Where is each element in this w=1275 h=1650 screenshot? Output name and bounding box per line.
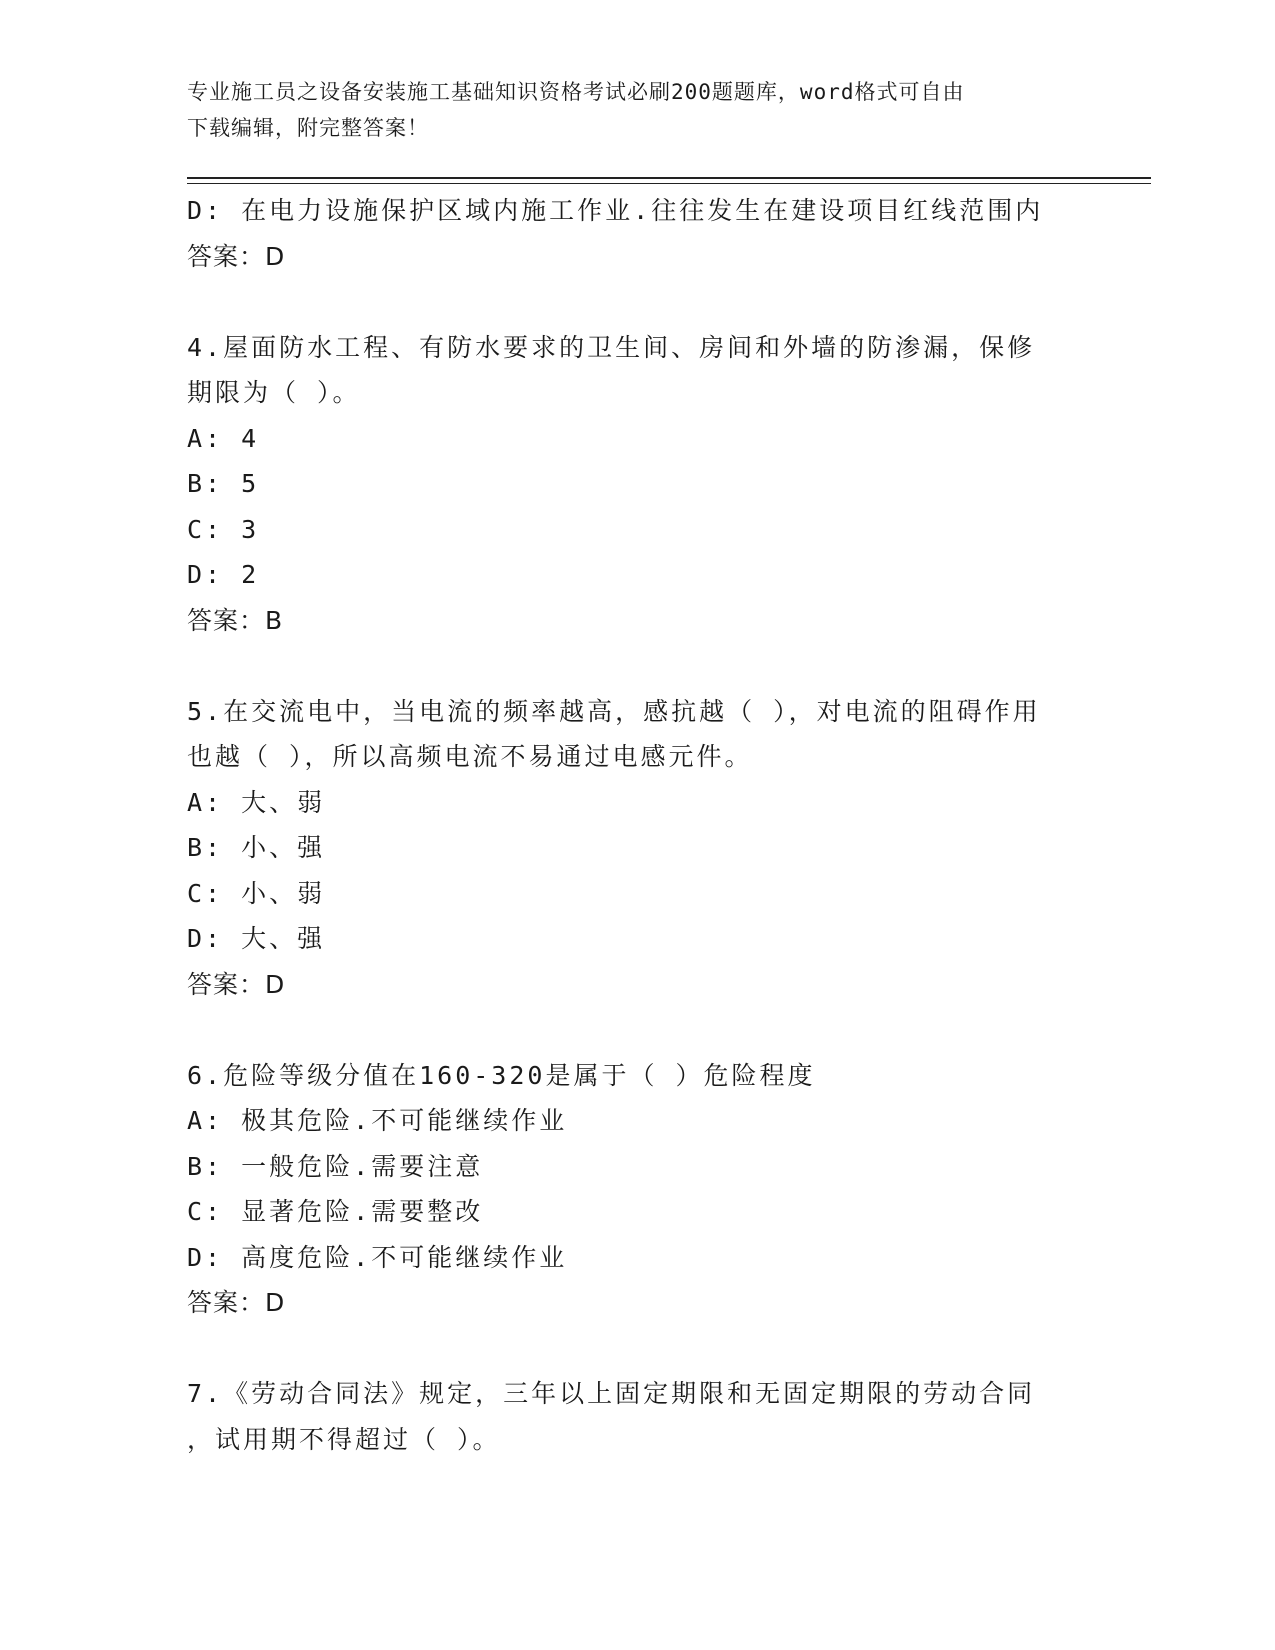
option-d: D: 大、强 <box>187 924 326 953</box>
answer-line: 答案：D <box>187 241 286 271</box>
option-a: A: 极其危险.不可能继续作业 <box>187 1106 568 1135</box>
option-c: C: 3 <box>187 514 260 544</box>
question-stem-continued: 期限为（ ）。 <box>187 378 361 407</box>
header-divider-thin <box>187 183 1151 184</box>
option-c: C: 显著危险.需要整改 <box>187 1197 484 1226</box>
option-b: B: 一般危险.需要注意 <box>187 1151 484 1181</box>
option-c: C: 小、弱 <box>187 878 326 908</box>
question-6 <box>187 1053 1087 1326</box>
question-7 <box>187 1371 1087 1462</box>
spacer <box>187 1326 1087 1372</box>
question-stem-continued: ，试用期不得超过（ ）。 <box>187 1424 501 1454</box>
header-title-line-1: 专业施工员之设备安装施工基础知识资格考试必刷200题题库，word格式可自由 <box>187 80 965 104</box>
option-b: B: 小、强 <box>187 833 326 862</box>
option-d: D: 在电力设施保护区域内施工作业.往往发生在建设项目红线范围内 <box>187 196 1044 225</box>
question-stem: 6.危险等级分值在160-320是属于（ ）危险程度 <box>187 1060 816 1090</box>
question-4 <box>187 325 1087 644</box>
option-b: B: 5 <box>187 469 260 498</box>
question-stem: 4.屋面防水工程、有防水要求的卫生间、房间和外墙的防渗漏，保修 <box>187 332 1036 362</box>
answer-line: 答案：D <box>187 969 286 999</box>
spacer <box>187 1007 1087 1053</box>
spacer <box>187 643 1087 689</box>
spacer <box>187 279 1087 325</box>
header-divider-thick <box>187 177 1151 179</box>
option-d: D: 2 <box>187 560 260 589</box>
question-stem: 7.《劳动合同法》规定，三年以上固定期限和无固定期限的劳动合同 <box>187 1379 1036 1408</box>
question-5 <box>187 689 1087 1008</box>
option-a: A: 大、弱 <box>187 787 326 817</box>
document-header <box>187 74 1067 146</box>
answer-line: 答案：D <box>187 1288 286 1317</box>
question-stem: 5.在交流电中，当电流的频率越高，感抗越（ ），对电流的阻碍作用 <box>187 696 1041 726</box>
header-title-line-2: 下载编辑，附完整答案！ <box>187 116 429 140</box>
question-stem-continued: 也越（ ），所以高频电流不易通过电感元件。 <box>187 742 753 771</box>
option-a: A: 4 <box>187 423 260 453</box>
question-3-tail <box>187 188 1087 279</box>
question-list <box>187 188 1087 1462</box>
option-d: D: 高度危险.不可能继续作业 <box>187 1242 568 1272</box>
answer-line: 答案：B <box>187 605 284 635</box>
